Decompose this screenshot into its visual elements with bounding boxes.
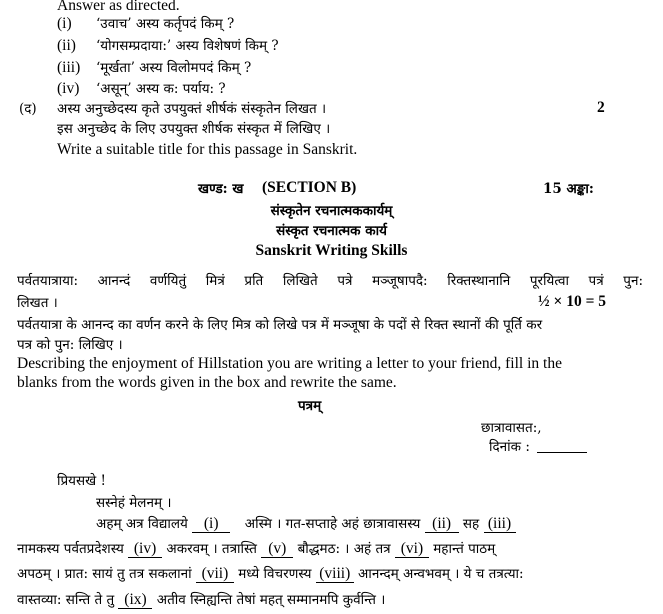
blank-6: (vi) [395,541,429,558]
item-number: (iv) [57,80,80,97]
letter-text: अकरवम् । तत्रास्ति [166,541,257,557]
blank-2: (ii) [425,516,459,533]
question-d-hindi: इस अनुच्छेद के लिए उपयुक्त शीर्षक संस्कृत में लिखिए । [57,121,331,137]
question-marks: ½ × 10 = 5 [538,293,607,310]
blank-8: (viii) [316,566,354,583]
item-text: ‘उवाच’ अस्य कर्तृपदं किम् ? [96,16,235,32]
letter-line-3 [17,565,524,583]
blank-1: (i) [192,516,230,533]
item-number: (ii) [57,37,76,54]
question-d-marks: 2 [597,99,605,116]
letter-greeting: सस्नेहं मेलनम् । [96,495,172,511]
item-text: ‘मूर्खता’ अस्य विलोमपदं किम् ? [96,60,252,76]
section-title-hindi: संस्कृत रचनात्मक कार्य [276,223,387,239]
blank-7: (vii) [196,566,234,583]
question-english-line2: blanks from the words given in the box and rewrite the same. [17,374,397,391]
question-d-english: Write a suitable title for this passage in Sanskrit. [57,141,358,158]
question-d-number: (द) [19,101,37,117]
letter-text: अपठम् । प्रात: सायं तु तत्र सकलानां [17,566,192,582]
question-sanskrit-line2: लिखत । [17,295,58,311]
letter-text: वास्तव्या: सन्ति ते तु [17,592,115,608]
letter-line-1 [96,515,516,533]
letter-title: पत्रम् [298,398,322,414]
question-hindi-line2: पत्र को पुन: लिखिए । [17,337,123,353]
section-title-english: Sanskrit Writing Skills [255,242,408,259]
question-d-sanskrit: अस्य अनुच्छेदस्य कृते उपयुक्तं शीर्षकं संस्कृतेन लिखत । [57,101,327,117]
letter-address: छात्रावासत:, [481,420,542,436]
letter-text: आनन्दम् अन्वभवम् । ये च तत्रत्या: [358,566,524,582]
question-english-line1: Describing the enjoyment of Hillstation you are writing a letter to your friend, fill in the [17,355,562,372]
letter-text: महान्तं पाठम् [433,541,496,557]
section-heading-hindi: खण्ड: ख [198,181,244,197]
blank-4: (iv) [128,541,162,558]
letter-line-2 [17,540,495,558]
blank-5: (v) [261,541,293,558]
item-number: (i) [57,15,72,32]
letter-text: अस्मि । गत-सप्ताहे अहं छात्रावासस्य [244,516,421,532]
section-title-sanskrit: संस्कृतेन रचनात्मककार्यम् [270,203,393,219]
item-number: (iii) [57,59,81,76]
directions-text: Answer as directed. [57,0,180,14]
item-text: ‘असून्’ अस्य क: पर्याय: ? [96,81,226,97]
letter-text: सह [462,516,480,532]
question-hindi-line1: पर्वतयात्रा के आनन्द का वर्णन करने के लिए मित्र को लिखे पत्र में मञ्जूषा के पदों से रिक्त स्थानों की पूर्ति कर [17,317,543,333]
question-sanskrit-line1: पर्वतयात्राया: आनन्दं वर्णयितुं मित्रं प्रति लिखिते पत्रे मञ्जूषापदै: रिक्तस्थानानि पूरयित्वा पत्रं पुन: [17,273,643,289]
date-blank [537,452,587,453]
letter-line-4 [17,591,385,609]
blank-3: (iii) [484,516,516,533]
letter-text: मध्ये विचरणस्य [238,566,312,582]
item-text: ‘योगसम्प्रदाया:’ अस्य विशेषणं किम् ? [96,38,279,54]
section-heading-english: (SECTION B) [262,179,357,196]
letter-text: अहम् अत्र विद्यालये [96,516,188,532]
letter-text: बौद्धमठ: । अहं तत्र [297,541,391,557]
letter-date-label: दिनांक : [489,439,530,455]
letter-text: अतीव स्निह्यन्ति तेषां महत् सम्मानमपि कुर्वन्ति । [156,592,386,608]
letter-salutation: प्रियसखे ! [57,473,106,489]
letter-text: नामकस्य पर्वतप्रदेशस्य [17,541,124,557]
blank-9: (ix) [118,592,152,609]
section-marks: 15 अङ्का: [543,181,594,197]
